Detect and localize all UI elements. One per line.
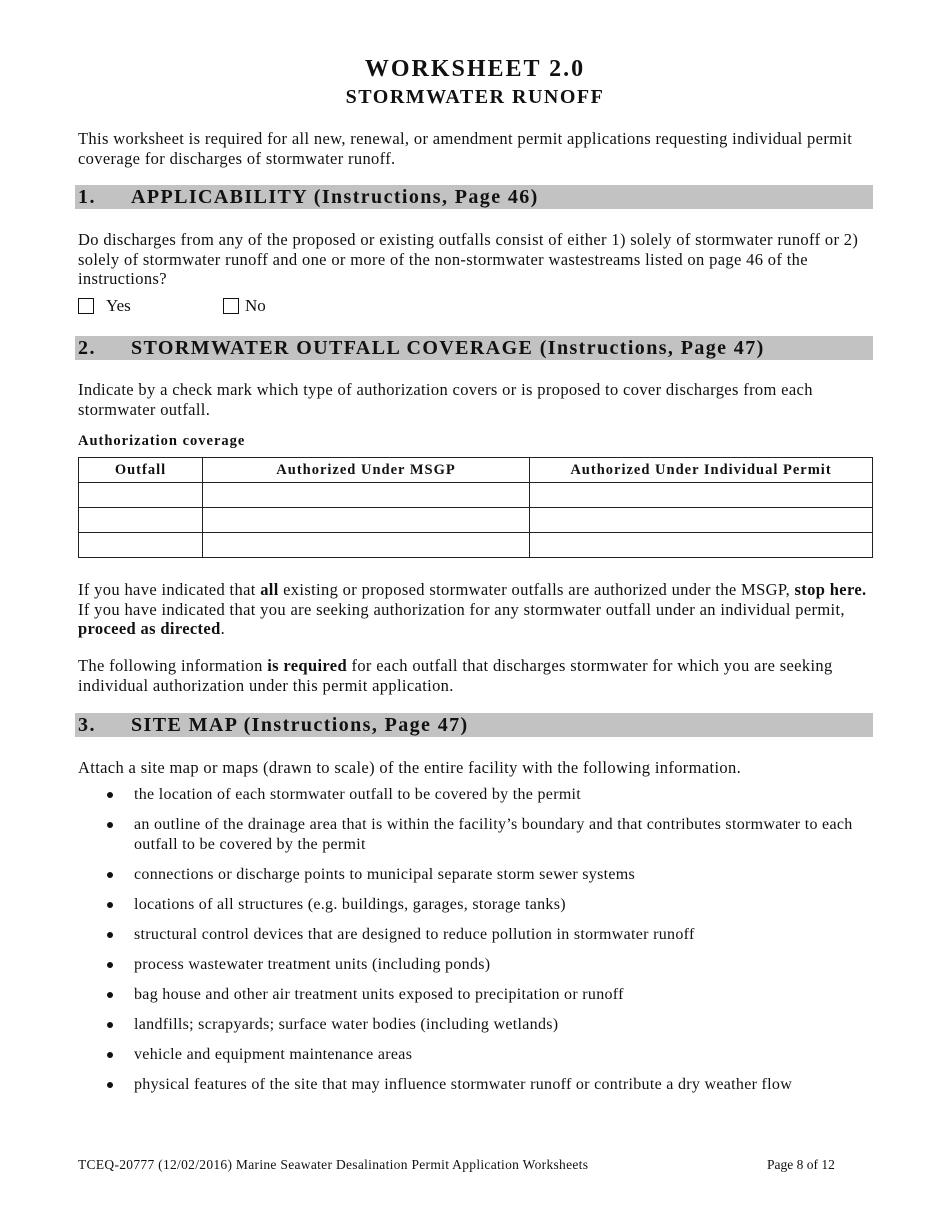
table-row [79,483,873,508]
list-item-text: landfills; scrapyards; surface water bodies (including wetlands) [134,1015,559,1033]
msgp-note-text: If you have indicated that [78,580,261,599]
bullet-icon [107,962,113,968]
no-label: No [245,296,266,315]
site-map-intro: Attach a site map or maps (drawn to scale) of the entire facility with the following information. [78,758,742,777]
list-item [78,985,878,1005]
applicability-question: Do discharges from any of the proposed or existing outfalls consist of either 1) solely of stormwater runoff or 2) solely of stormwater runoff and one or more of the non-stormwater wastestreams listed on page 46 of the instructions? [78,230,859,288]
table-row [79,508,873,533]
list-item [78,1015,878,1035]
intro-paragraph: This worksheet is required for all new, renewal, or amendment permit applications requesting individual permit coverage for discharges of stormwater runoff. [78,129,853,168]
no-option[interactable] [223,296,266,316]
list-item-text: physical features of the site that may influence stormwater runoff or contribute a dry weather flow [134,1075,793,1093]
column-header-individual-permit: Authorized Under Individual Permit [530,458,873,483]
msgp-note-emphasis-stop: stop here. [794,580,867,599]
list-item [78,1075,878,1095]
list-item [78,1045,878,1065]
no-checkbox[interactable] [223,298,239,314]
list-item-text: process wastewater treatment units (including ponds) [134,955,491,973]
msgp-note-text: existing or proposed stormwater outfalls are authorized under the MSGP, [278,580,795,599]
bullet-icon [107,872,113,878]
list-item [78,785,878,805]
list-item-text: the location of each stormwater outfall to be covered by the permit [134,786,582,803]
coverage-instruction: Indicate by a check mark which type of authorization covers or is proposed to cover discharges from each stormwater outfall. [78,380,813,419]
yes-option[interactable] [78,296,131,316]
list-item [78,895,878,915]
required-note [78,656,872,695]
list-item-text: structural control devices that are designed to reduce pollution in stormwater runoff [134,925,695,943]
section-2-number: 2. [78,337,96,359]
site-map-requirements-list [78,785,878,1105]
section-3-header [75,713,873,737]
list-item [78,815,878,854]
outfall-cell[interactable] [79,533,203,558]
msgp-note-emphasis-all: all [260,580,279,599]
yes-label: Yes [106,296,131,315]
list-item [78,925,878,945]
section-3-heading: SITE MAP (Instructions, Page 47) [131,714,469,736]
table-header-row [79,458,873,483]
msgp-cell[interactable] [203,508,530,533]
section-2-header [75,336,873,360]
bullet-icon [107,822,113,828]
msgp-note [78,580,872,639]
bullet-icon [107,1022,113,1028]
table-caption: Authorization coverage [78,433,246,449]
worksheet-subtitle: STORMWATER RUNOFF [345,86,605,108]
list-item [78,865,878,885]
column-header-msgp: Authorized Under MSGP [203,458,530,483]
list-item-text: an outline of the drainage area that is within the facility’s boundary and that contributes stormwater to each outfall to be covered by the permit [134,816,853,853]
list-item-text: locations of all structures (e.g. buildings, garages, storage tanks) [134,895,566,913]
section-1-header [75,185,873,209]
outfall-cell[interactable] [79,483,203,508]
bullet-icon [107,902,113,908]
yes-checkbox[interactable] [78,298,94,314]
bullet-icon [107,1052,113,1058]
table-row [79,533,873,558]
footer-form-id: TCEQ-20777 (12/02/2016) Marine Seawater Desalination Permit Application Worksheets [78,1157,589,1172]
required-note-text: for each outfall that discharges stormwater for which you are seeking individual authorization under this permit application. [78,656,833,695]
individual-permit-cell[interactable] [530,508,873,533]
bullet-icon [107,1082,113,1088]
section-3-number: 3. [78,714,96,736]
msgp-note-text: . [220,619,226,638]
msgp-cell[interactable] [203,483,530,508]
msgp-note-emphasis-proceed: proceed as directed [78,619,221,638]
list-item [78,955,878,975]
column-header-outfall: Outfall [79,458,203,483]
bullet-icon [107,792,113,798]
list-item-text: connections or discharge points to municipal separate storm sewer systems [134,865,636,883]
bullet-icon [107,932,113,938]
outfall-cell[interactable] [79,508,203,533]
list-item-text: bag house and other air treatment units exposed to precipitation or runoff [134,985,624,1003]
section-1-heading: APPLICABILITY (Instructions, Page 46) [131,186,539,208]
list-item-text: vehicle and equipment maintenance areas [134,1045,413,1063]
section-2-heading: STORMWATER OUTFALL COVERAGE (Instructions, Page 47) [131,337,765,359]
required-note-emphasis: is required [267,656,347,675]
msgp-note-text: If you have indicated that you are seeking authorization for any stormwater outfall under an individual permit, [78,599,845,619]
individual-permit-cell[interactable] [530,483,873,508]
section-1-number: 1. [78,186,96,208]
individual-permit-cell[interactable] [530,533,873,558]
msgp-cell[interactable] [203,533,530,558]
required-note-text: The following information [78,656,268,675]
bullet-icon [107,992,113,998]
footer-page-number: Page 8 of 12 [767,1157,835,1172]
worksheet-title: WORKSHEET 2.0 [364,56,586,82]
authorization-table [78,457,873,558]
